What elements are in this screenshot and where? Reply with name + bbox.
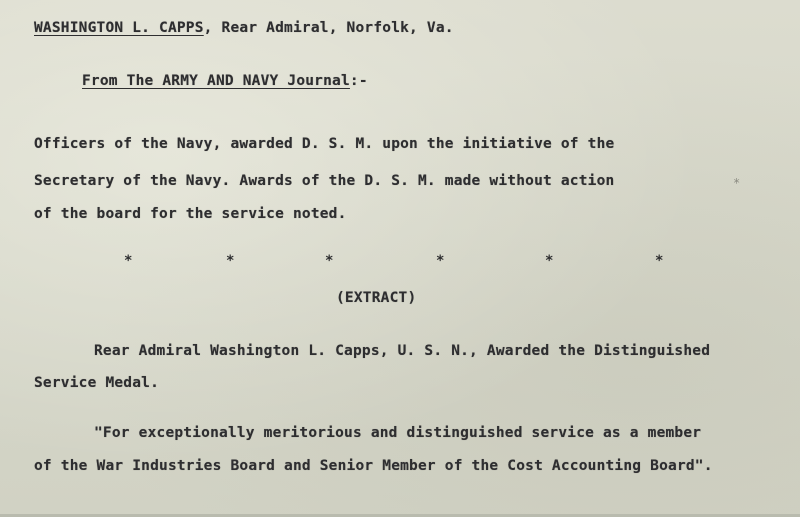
intro-line-2: Secretary of the Navy. Awards of the D. S. M. made without action <box>34 173 615 189</box>
separator-star: * <box>545 253 554 269</box>
source-line <box>82 73 368 89</box>
margin-mark: * <box>733 176 741 190</box>
award-line-2: Service Medal. <box>34 375 160 391</box>
citation-line-2: of the War Industries Board and Senior Member of the Cost Accounting Board". <box>34 458 713 474</box>
source-prefix: From The <box>82 73 163 89</box>
header-line <box>34 20 454 36</box>
intro-line-1: Officers of the Navy, awarded D. S. M. upon the initiative of the <box>34 136 615 152</box>
award-line-1: Rear Admiral Washington L. Capps, U. S. N., Awarded the Distinguished <box>94 343 711 359</box>
citation-line-1: "For exceptionally meritorious and distinguished service as a member <box>94 425 702 441</box>
separator-star: * <box>226 253 235 269</box>
separator-star: * <box>325 253 334 269</box>
intro-line-3: of the board for the service noted. <box>34 206 347 222</box>
addressee-name: WASHINGTON L. CAPPS <box>34 20 204 36</box>
separator-star: * <box>124 253 133 269</box>
addressee-title: , Rear Admiral, Norfolk, Va. <box>203 20 454 36</box>
separator-star: * <box>436 253 445 269</box>
extract-label: (EXTRACT) <box>336 290 417 306</box>
source-journal: ARMY AND NAVY Journal <box>162 73 350 89</box>
source-suffix: :- <box>349 73 368 89</box>
separator-star: * <box>655 253 664 269</box>
